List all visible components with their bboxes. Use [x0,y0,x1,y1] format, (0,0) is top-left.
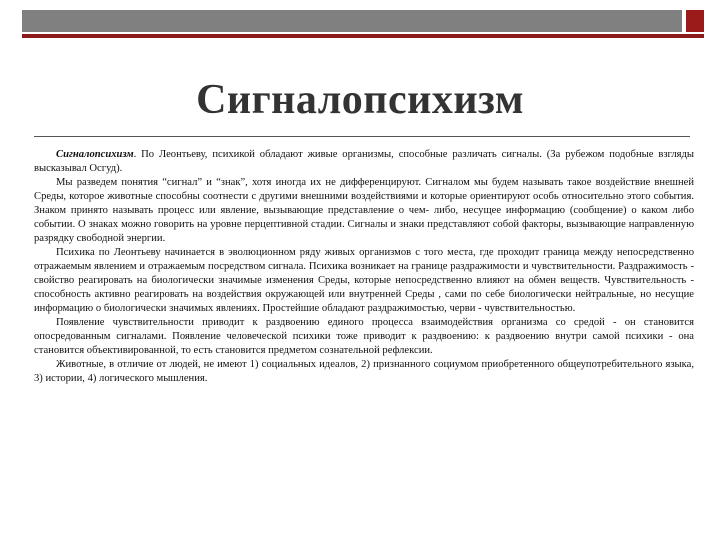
top-accent-square [686,10,704,32]
paragraph-5: Животные, в отличие от людей, не имеют 1) социальных идеалов, 2) признанного социумом приобретенного общеупотребительного языка, 3) истории, 4) логического мышления. [34,359,694,384]
paragraph-1-text: . По Леонтьеву, психикой обладают живые организмы, способные различать сигналы. (За рубежом подобные взгляды высказывал Осгуд). [34,149,694,174]
slide-body [34,148,694,386]
term-highlight: Сигналопсихизм [56,149,134,160]
slide-title: Сигналопсихизм [196,77,524,123]
paragraph-1 [34,148,694,176]
paragraph-4: Появление чувствительности приводит к раздвоению единого процесса взаимодействия организма со средой - он становится опосредованным сигналами. Появление человеческой психики тоже приводит к раздвоению: к раздвоению внутри самой психики - она становится объективированной, то есть становится предметом сознательной рефлексии. [34,317,694,356]
top-accent-rule [22,34,704,38]
title-divider [34,136,690,137]
paragraph-2: Мы разведем понятия “сигнал” и “знак”, хотя иногда их не дифференцируют. Сигналом мы будем называть такое воздействие внешней Среды, которое животные способны соотнести с другими внешними воздействиями и которые ориентируют особь относительно этого события. Знаком принято называть процесс или явление, вызывающие представление о чем- либо, несущее информацию (сообщение) о каком либо событии. О знаках можно говорить на уровне перцептивной стадии. Сигналы и знаки представляют собой факторы, вызывающие направленную разрядку свободной энергии. [34,177,694,244]
top-gray-bar [22,10,682,32]
paragraph-3: Психика по Леонтьеву начинается в эволюционном ряду живых организмов с того места, где проходит граница между непосредственно отражаемым явлением и отражаемым посредством сигнала. Психика возникает на границе раздражимости и чувствительности. Раздражимость - свойство реагировать на биологически значимые изменения Среды, которые непосредственно влияют на обмен веществ. Чувствительность - способность активно реагировать на воздействия окружающей или внутренней Среды , сами по себе биологически нейтральные, но несущие информацию о биологически значимых явлениях. Простейшие обладают раздражимостью, черви - чувствительностью. [34,247,694,314]
